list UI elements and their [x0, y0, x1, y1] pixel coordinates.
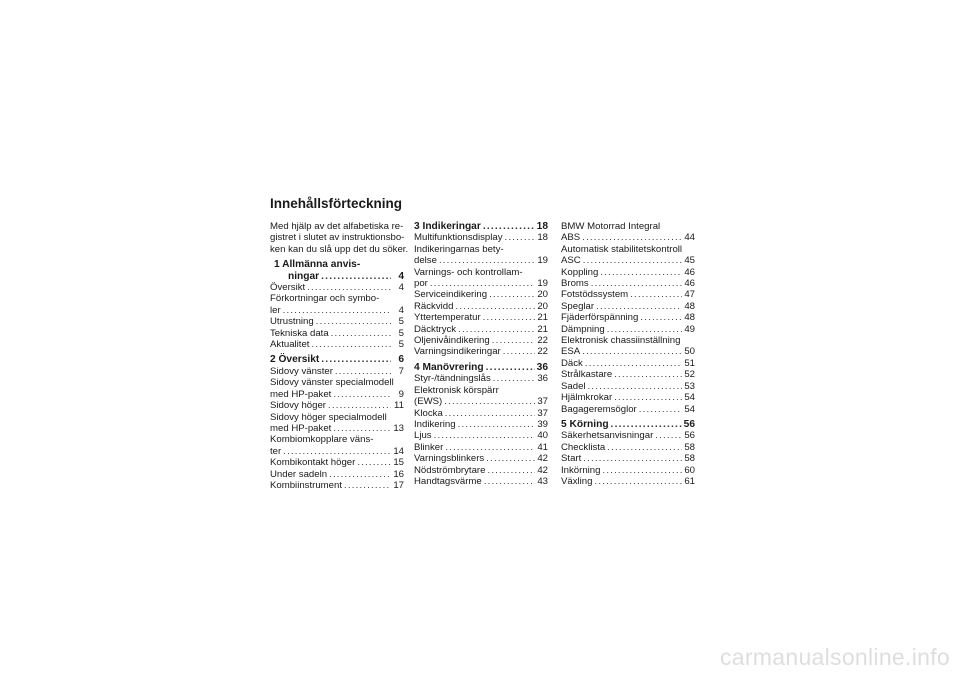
- page-number: 56: [684, 430, 695, 442]
- toc-entry[interactable]: Checklista ..... 58: [561, 442, 695, 453]
- page-number: 56: [683, 418, 695, 430]
- toc-entry[interactable]: Varningsindikeringar ..... 22: [414, 346, 548, 357]
- page-number: 61: [684, 475, 695, 487]
- page-number: 9: [398, 388, 404, 400]
- toc-entry[interactable]: Blinker ..... 41: [414, 442, 548, 453]
- page-number: 46: [684, 278, 695, 290]
- toc-entry[interactable]: Inkörning ..... 60: [561, 465, 695, 476]
- page-number: 43: [537, 475, 548, 487]
- toc-entry[interactable]: Yttertemperatur ..... 21: [414, 312, 548, 323]
- page-number: 37: [537, 396, 548, 408]
- page-number: 36: [537, 373, 548, 385]
- toc-entry[interactable]: Multifunktionsdisplay ..... 18: [414, 232, 548, 243]
- page-number: 18: [536, 221, 548, 232]
- page-number: 50: [684, 346, 695, 358]
- page-number: 4: [398, 282, 404, 294]
- page-number: 48: [684, 300, 695, 312]
- page-number: 42: [537, 464, 548, 476]
- toc-entry[interactable]: Sadel ..... 53: [561, 381, 695, 392]
- page-number: 6: [398, 354, 404, 366]
- page-number: 45: [684, 255, 695, 267]
- toc-entry[interactable]: Styr-/tändningslås ..... 36: [414, 373, 548, 384]
- page-number: 40: [537, 430, 548, 442]
- toc-entry[interactable]: Indikeringarnas bety- delse ..... 19: [414, 244, 548, 267]
- page-number: 11: [394, 400, 404, 412]
- toc-entry[interactable]: Översikt ..... 4: [270, 282, 404, 293]
- toc-entry[interactable]: Fotstödssystem ..... 47: [561, 289, 695, 300]
- page-number: 18: [537, 232, 548, 244]
- page-number: 13: [393, 422, 404, 434]
- toc-entry[interactable]: Dämpning ..... 49: [561, 324, 695, 335]
- page-number: 47: [684, 289, 695, 301]
- toc-entry[interactable]: Automatisk stabilitetskontroll ASC ..... 45: [561, 244, 695, 267]
- toc-entry[interactable]: Kombiinstrument ..... 17: [270, 480, 404, 491]
- toc-entry[interactable]: Elektronisk körspärr (EWS) ..... 37: [414, 385, 548, 408]
- toc-entry[interactable]: BMW Motorrad Integral ABS ..... 44: [561, 221, 695, 244]
- page-number: 17: [393, 479, 404, 491]
- page-number: 21: [537, 312, 548, 324]
- page-number: 16: [393, 468, 404, 480]
- watermark: carmanualsonline.info: [719, 644, 950, 670]
- page-number: 53: [684, 380, 695, 392]
- page-number: 4: [398, 270, 404, 282]
- page-number: 42: [537, 453, 548, 465]
- page-number: 5: [398, 316, 404, 328]
- chapter-4-heading[interactable]: 4 Manövrering ..... 36: [414, 362, 548, 373]
- toc-entry[interactable]: Hjälmkrokar ..... 54: [561, 392, 695, 403]
- page-number: 60: [684, 464, 695, 476]
- toc-entry[interactable]: Sidovy höger specialmodell med HP-paket ..... 13: [270, 412, 404, 435]
- page-number: 46: [684, 266, 695, 278]
- toc-entry[interactable]: Kombiomkopplare väns- ter ..... 14: [270, 434, 404, 457]
- toc-entry[interactable]: Broms ..... 46: [561, 278, 695, 289]
- page-number: 39: [537, 418, 548, 430]
- toc-entry[interactable]: Utrustning ..... 5: [270, 316, 404, 327]
- toc-entry[interactable]: Oljenivåindikering ..... 22: [414, 335, 548, 346]
- page-number: 51: [684, 357, 695, 369]
- page-title: Innehållsförteckning: [270, 196, 403, 211]
- page-number: 54: [684, 403, 695, 415]
- toc-entry[interactable]: Säkerhetsanvisningar ..... 56: [561, 430, 695, 441]
- toc-entry[interactable]: Sidovy höger ..... 11: [270, 400, 404, 411]
- toc-entry[interactable]: Bagageremsöglor ..... 54: [561, 404, 695, 415]
- toc-entry[interactable]: Strålkastare ..... 52: [561, 369, 695, 380]
- toc-entry[interactable]: Kombikontakt höger ..... 15: [270, 457, 404, 468]
- page-number: 19: [537, 255, 548, 267]
- toc-entry[interactable]: Varningsblinkers ..... 42: [414, 453, 548, 464]
- toc-entry[interactable]: Förkortningar och symbo- ler ..... 4: [270, 293, 404, 316]
- page-number: 19: [537, 278, 548, 290]
- page-number: 52: [684, 369, 695, 381]
- page-number: 20: [537, 289, 548, 301]
- chapter-2-heading[interactable]: 2 Översikt ..... 6: [270, 354, 404, 365]
- page-number: 37: [537, 407, 548, 419]
- page-number: 58: [684, 441, 695, 453]
- page-number: 5: [398, 327, 404, 339]
- page-number: 41: [537, 441, 548, 453]
- page-number: 22: [537, 346, 548, 358]
- toc-entry[interactable]: Fjäderförspänning ..... 48: [561, 312, 695, 323]
- page-number: 15: [393, 457, 404, 469]
- toc-entry[interactable]: Sidovy vänster ..... 7: [270, 366, 404, 377]
- intro-line: ken kan du slå upp det du söker.: [270, 243, 409, 255]
- intro-text: [270, 221, 409, 255]
- toc-entry[interactable]: Indikering ..... 39: [414, 419, 548, 430]
- page-number: 44: [684, 232, 695, 244]
- toc-entry[interactable]: Ljus ..... 40: [414, 430, 548, 441]
- toc-entry[interactable]: Aktualitet ..... 5: [270, 339, 404, 350]
- toc-entry[interactable]: Växling ..... 61: [561, 476, 695, 487]
- toc-entry[interactable]: Nödströmbrytare ..... 42: [414, 465, 548, 476]
- page-number: 36: [536, 361, 548, 373]
- page-number: 49: [684, 323, 695, 335]
- toc-entry[interactable]: Handtagsvärme ..... 43: [414, 476, 548, 487]
- toc-entry[interactable]: Serviceindikering ..... 20: [414, 289, 548, 300]
- intro-line: Med hjälp av det alfabetiska re-: [270, 221, 404, 232]
- page-number: 48: [684, 312, 695, 324]
- page-number: 22: [537, 335, 548, 347]
- page-number: 4: [398, 304, 404, 316]
- toc-entry[interactable]: Tekniska data ..... 5: [270, 328, 404, 339]
- toc-entry[interactable]: Elektronisk chassiinställning ESA ..... 50: [561, 335, 695, 358]
- toc-entry[interactable]: Sidovy vänster specialmodell med HP-paket ..... 9: [270, 377, 404, 400]
- toc-entry[interactable]: Däcktryck ..... 21: [414, 324, 548, 335]
- toc-entry[interactable]: Start ..... 58: [561, 453, 695, 464]
- toc-column-2: [414, 221, 548, 487]
- page-number: 54: [684, 392, 695, 404]
- chapter-3-heading[interactable]: 3 Indikeringar ..... 18: [414, 221, 548, 232]
- page-number: 58: [684, 453, 695, 465]
- toc-entry[interactable]: Speglar ..... 48: [561, 301, 695, 312]
- toc-entry[interactable]: Koppling ..... 46: [561, 267, 695, 278]
- chapter-5-heading[interactable]: 5 Körning ..... 56: [561, 419, 695, 430]
- page-number: 5: [398, 339, 404, 351]
- page-number: 14: [393, 445, 404, 457]
- chapter-1-heading[interactable]: 1 Allmänna anvis- ningar ..... 4: [274, 259, 404, 282]
- toc-entry[interactable]: Däck ..... 51: [561, 358, 695, 369]
- toc-column-1: [270, 221, 409, 491]
- toc-entry[interactable]: Under sadeln ..... 16: [270, 469, 404, 480]
- intro-line: gistret i slutet av instruktionsbo-: [270, 232, 405, 244]
- toc-column-3: [561, 221, 695, 487]
- page-number: 21: [537, 323, 548, 335]
- toc-entry[interactable]: Klocka ..... 37: [414, 408, 548, 419]
- page-number: 7: [398, 365, 404, 377]
- toc-entry[interactable]: Varnings- och kontrollam- por ..... 19: [414, 267, 548, 290]
- page-number: 20: [537, 300, 548, 312]
- toc-entry[interactable]: Räckvidd ..... 20: [414, 301, 548, 312]
